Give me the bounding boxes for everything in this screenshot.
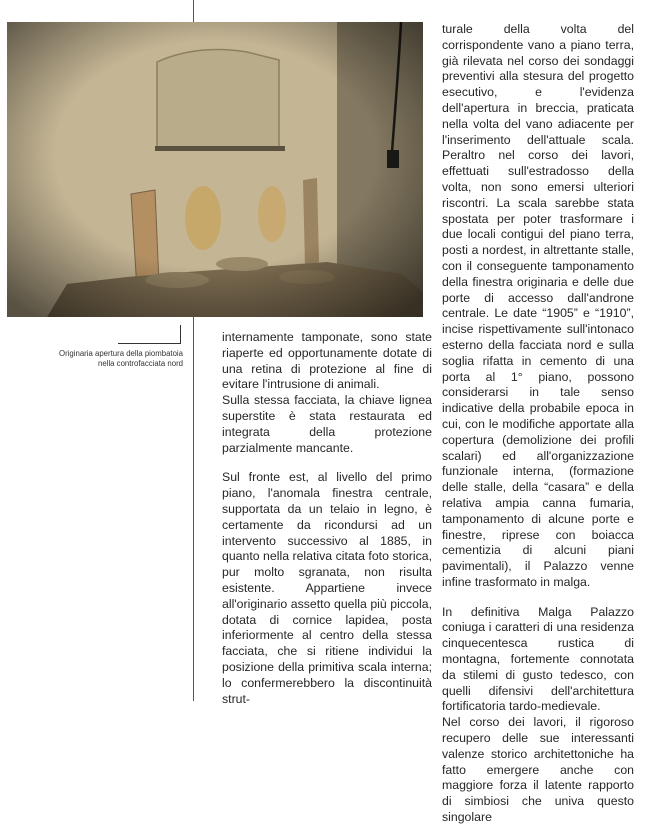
text-column-right bbox=[442, 22, 634, 826]
paragraph: Sulla stessa facciata, la chiave lignea superstite è stata restaurata ed integrata della protezione parzialmente mancante. bbox=[222, 393, 432, 455]
paragraph: Sul fronte est, al livello del primo piano, l'anomala finestra centrale, supportata da un telaio in legno, è certamente da ricondursi ad un intervento successivo al 1885, in quanto nella relativa citata foto storica, pur molto sgranata, non risulta esistente. Appartiene invece all'originario assetto quella più piccola, dotata di cornice lapidea, posta inferiormente al centro della stessa facciata, che si ritiene individui la posizione della primitiva scala interna; lo confermerebbero la discontinuità strut- bbox=[222, 470, 432, 706]
machicolation-photo bbox=[7, 22, 423, 317]
paragraph: In definitiva Malga Palazzo coniuga i caratteri di una residenza cinquecentesca rustica di montagna, fortemente connotata da stilemi di gusto tedesco, con quelli difensivi dell'architettura fortificatoria tardo-medievale. bbox=[442, 604, 634, 714]
text-column-middle bbox=[222, 330, 432, 707]
caption-line-2: nella controfacciata nord bbox=[98, 359, 183, 368]
caption-rule-horizontal bbox=[118, 343, 181, 344]
paragraph: internamente tamponate, sono state riaperte ed opportunamente dotate di una retina di protezione al fine di evitare l'intrusione di animali. bbox=[222, 330, 432, 392]
figure-caption bbox=[20, 349, 183, 369]
photo-illustration bbox=[7, 22, 423, 317]
paragraph: Nel corso dei lavori, il rigoroso recupero delle sue interessanti valenze storico architettoniche ha fatto emergere anche con maggiore forza il latente rapporto di simbiosi che univa questo singolare bbox=[442, 715, 634, 825]
caption-line-1: Originaria apertura della piombatoia bbox=[59, 349, 183, 358]
caption-rule-vertical bbox=[180, 325, 181, 343]
paragraph: turale della volta del corrispondente vano a piano terra, già rilevata nel corso dei sondaggi preventivi alla stesura del progetto esecutivo, e l'evidenza dell'apertura in breccia, praticata nella volta del vano adiacente per l'inserimento dell'attuale scala. Peraltro nel corso dei lavori, effettuati sull'estradosso della volta, non sono emersi ulteriori riscontri. La scala sarebbe stata spostata per poter trasformare i due locali contigui del piano terra, posti a nordest, in altrettante stalle, con il conseguente tamponamento della finestra originaria e delle due porte di accesso dall'androne centrale. Le date “1905” e “1910”, incise rispettivamente sull'intonaco esterno della facciata nord e sulla soglia rifatta in cemento di una porta al 1° piano, possono considerarsi in tale senso indicative della probabile epoca in cui, con le modifiche apportate alla copertura (demolizione dei profili scalari) ed all'organizzazione funzionale interna, (formazione delle stalle, della “casara” e della relativa ampia canna fumaria, tamponamento di alcune porte e finestre, riprese con boiacca cementizia di alcuni piani pavimentali), il Palazzo venne infine trasformato in malga. bbox=[442, 22, 634, 589]
